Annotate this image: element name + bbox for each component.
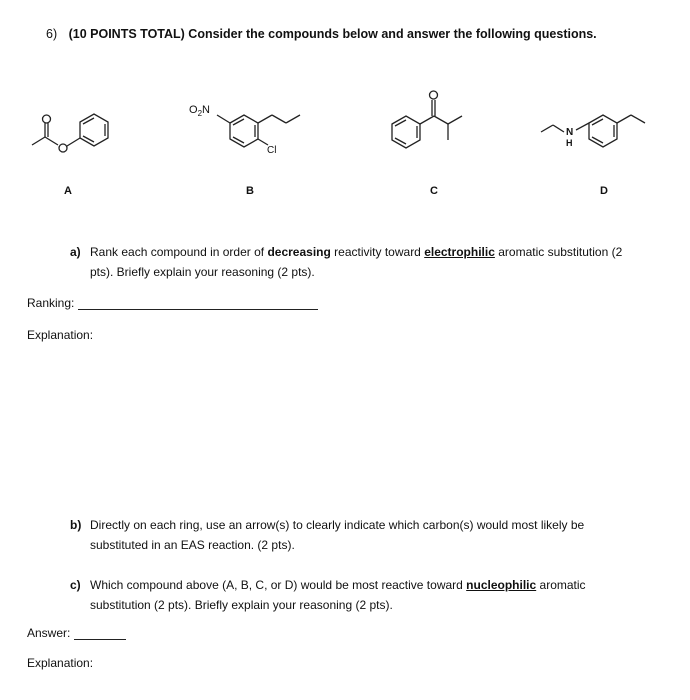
part-a-text: aromatic substitution (2 xyxy=(494,245,623,259)
structure-b xyxy=(217,115,300,147)
chloro-label: Cl xyxy=(267,145,277,156)
structures-figure xyxy=(0,0,690,200)
compound-label-a: A xyxy=(64,185,72,197)
nitro-group-label: $O_2N$ xyxy=(189,104,210,118)
structure-d xyxy=(541,115,645,147)
part-b-text: Directly on each ring, use an arrow(s) to clearly indicate which carbon(s) would most likely be xyxy=(90,518,585,532)
ranking-label: Ranking: xyxy=(27,296,75,310)
question-number: 6) xyxy=(46,27,58,41)
answer-field xyxy=(27,626,126,640)
nitrogen-label: N xyxy=(566,127,574,138)
compound-label-b: B xyxy=(246,185,254,197)
part-a-question xyxy=(70,242,670,282)
part-c-emphasis-nucleophilic: nucleophilic xyxy=(466,578,537,592)
part-a-emphasis-electrophilic: electrophilic xyxy=(424,245,495,259)
ranking-field xyxy=(27,296,318,310)
question-title-text: (10 POINTS TOTAL) Consider the compounds below and answer the following questions. xyxy=(68,27,597,41)
compound-label-d: D xyxy=(600,185,608,197)
part-a-label: a) xyxy=(70,245,81,259)
answer-blank[interactable] xyxy=(74,627,126,640)
explanation-label-a: Explanation: xyxy=(27,328,94,342)
part-b-question xyxy=(70,515,670,555)
hydrogen-label: H xyxy=(566,138,573,148)
part-c-text-line2: substitution (2 pts). Briefly explain your reasoning (2 pts). xyxy=(90,598,393,612)
part-c-text: aromatic xyxy=(536,578,586,592)
part-a-text: reactivity toward xyxy=(330,245,425,259)
part-b-label: b) xyxy=(70,518,82,532)
explanation-label-c: Explanation: xyxy=(27,656,94,670)
structure-a xyxy=(32,114,108,152)
part-c-text: Which compound above (A, B, C, or D) would be most reactive toward xyxy=(90,578,467,592)
compound-label-c: C xyxy=(430,185,438,197)
part-c-label: c) xyxy=(70,578,81,592)
structure-c xyxy=(392,91,462,148)
part-a-emphasis-decreasing: decreasing xyxy=(267,245,331,259)
ranking-answer-blank[interactable] xyxy=(78,297,318,310)
part-a-text-line2: pts). Briefly explain your reasoning (2 pts). xyxy=(90,265,315,279)
part-a-text: Rank each compound in order of xyxy=(90,245,268,259)
part-b-text-line2: substituted in an EAS reaction. (2 pts). xyxy=(90,538,295,552)
answer-label: Answer: xyxy=(27,626,71,640)
part-c-question xyxy=(70,575,670,615)
